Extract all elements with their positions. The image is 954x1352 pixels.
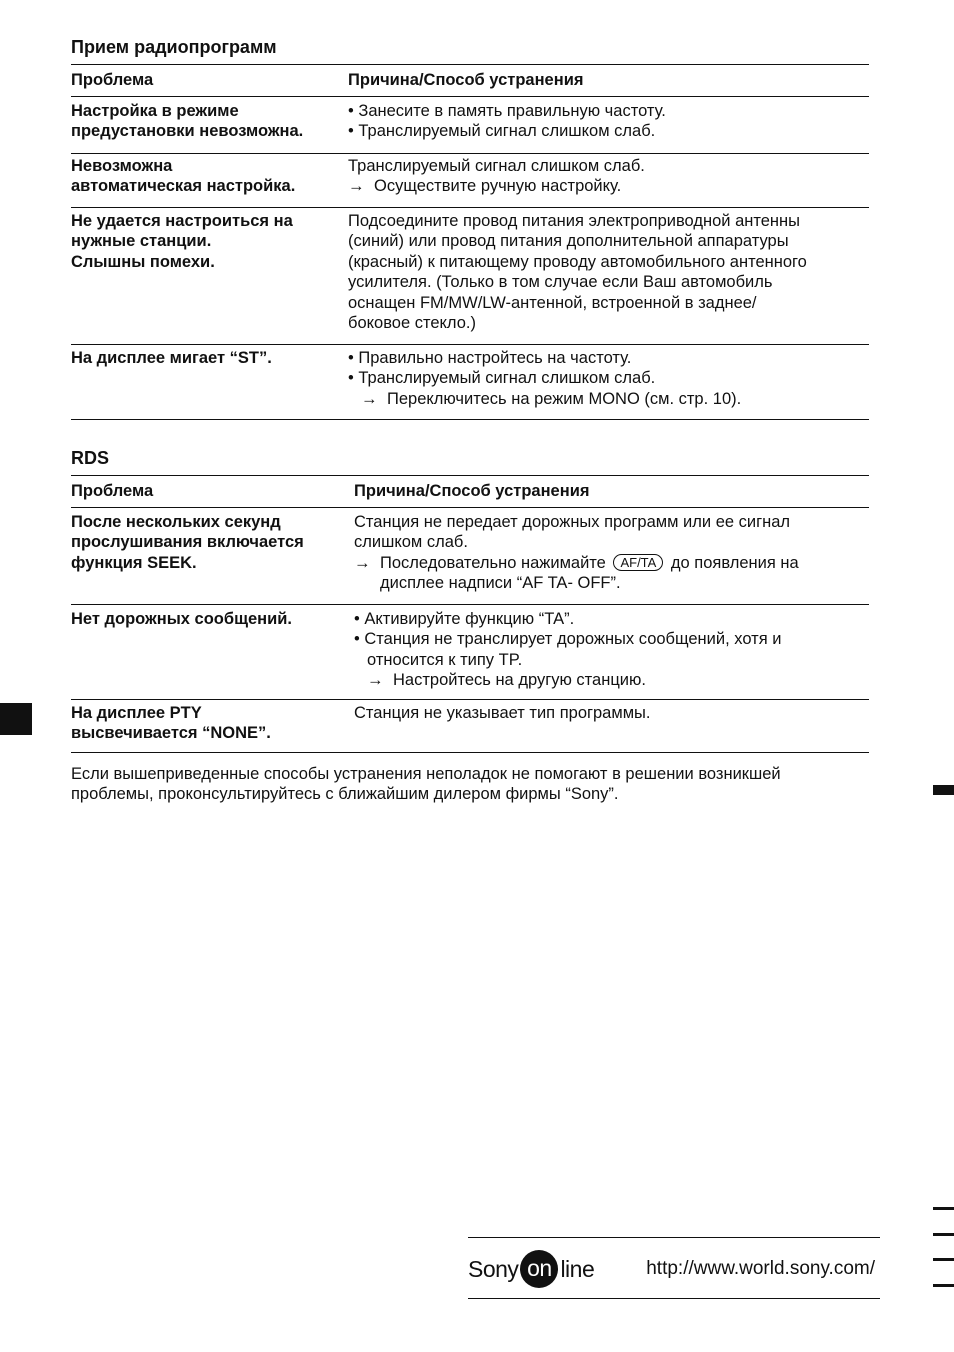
cause-text: Переключитесь на режим MONO (см. стр. 10). xyxy=(387,389,742,408)
website-url: http://www.world.sony.com/ xyxy=(646,1258,875,1279)
cause-text: слишком слаб. xyxy=(354,533,468,552)
table-row xyxy=(71,508,869,605)
table-row xyxy=(71,345,869,420)
cause-text: Осуществите ручную настройку. xyxy=(374,177,622,196)
crop-mark xyxy=(933,1284,954,1287)
header-problem: Проблема xyxy=(71,71,154,90)
problem-text: Не удается настроиться на xyxy=(71,212,293,230)
problem-text: После нескольких секунд xyxy=(71,513,281,531)
thumb-index-tab xyxy=(0,703,32,735)
footer-text-line: Если вышеприведенные способы устранения неполадок не помогают в решении возникшей xyxy=(71,765,781,783)
cause-cell xyxy=(348,101,869,144)
problem-cell xyxy=(71,156,348,198)
cause-arrow-line xyxy=(348,389,869,409)
crop-mark xyxy=(933,1207,954,1210)
problem-cell xyxy=(71,512,354,595)
cause-text: дисплее надписи “AF TA- OFF”. xyxy=(380,574,621,593)
table-header xyxy=(71,64,869,97)
cause-text: (красный) к питающему проводу автомобильного антенного xyxy=(348,252,807,271)
table-header xyxy=(71,475,869,508)
problem-text: На дисплее PTY xyxy=(71,704,202,722)
problem-text: высвечивается “NONE”. xyxy=(71,724,271,743)
section-title-radio: Прием радиопрограмм xyxy=(71,37,277,57)
problem-cell xyxy=(71,703,354,743)
crop-mark xyxy=(933,1258,954,1261)
cause-text: боковое стекло.) xyxy=(348,314,476,333)
cause-text: • Транслируемый сигнал слишком слаб. xyxy=(348,369,656,388)
problem-text: функция SEEK. xyxy=(71,553,197,572)
cause-text: • Транслируемый сигнал слишком слаб. xyxy=(348,122,656,141)
arrow-icon: → xyxy=(348,177,365,196)
cause-text: усилителя. (Только в том случае если Ваш автомобиль xyxy=(348,273,773,292)
table-row xyxy=(71,605,869,700)
cause-text: • Занесите в память правильную частоту. xyxy=(348,102,666,120)
table-row xyxy=(71,154,869,208)
cause-text: относится к типу TP. xyxy=(367,650,523,669)
arrow-icon: → xyxy=(354,553,371,572)
arrow-icon: → xyxy=(367,671,384,690)
cause-arrow-line xyxy=(348,176,869,196)
cause-cell xyxy=(354,609,869,690)
section-title-rds: RDS xyxy=(71,448,110,468)
problem-text: предустановки невозможна. xyxy=(71,122,304,141)
table-row xyxy=(71,208,869,345)
logo-on-circle: on xyxy=(520,1250,558,1288)
cause-text: Станция не передает дорожных программ или ее сигнал xyxy=(354,513,791,531)
sony-online-banner xyxy=(468,1237,880,1299)
problem-text: Невозможна xyxy=(71,157,173,175)
thumb-index-mark xyxy=(933,785,954,795)
cause-text: Последовательно нажимайте xyxy=(380,553,606,572)
sony-online-logo xyxy=(468,1251,594,1287)
problem-text: Нет дорожных сообщений. xyxy=(71,610,293,628)
logo-text: Sony xyxy=(468,1255,519,1282)
problem-text: нужные станции. xyxy=(71,232,212,251)
footer-text-line: проблемы, проконсультируйтесь с ближайшим дилером фирмы “Sony”. xyxy=(71,785,619,804)
problem-cell xyxy=(71,348,348,410)
cause-text: Подсоедините провод питания электроприводной антенны xyxy=(348,212,801,230)
table-row xyxy=(71,700,869,753)
rds-troubleshooting-table xyxy=(71,475,869,753)
cause-cell xyxy=(354,512,869,595)
problem-cell xyxy=(71,211,348,335)
header-problem: Проблема xyxy=(71,482,154,501)
cause-cell xyxy=(348,156,869,198)
footer-note xyxy=(71,764,881,805)
problem-text: На дисплее мигает “ST”. xyxy=(71,349,272,367)
radio-troubleshooting-table xyxy=(71,64,869,420)
problem-cell xyxy=(71,101,348,144)
af-ta-button-label: AF/TA xyxy=(613,554,663,571)
crop-mark xyxy=(933,1233,954,1236)
cause-cell xyxy=(348,348,869,410)
cause-text: • Активируйте функцию “TA”. xyxy=(354,610,575,628)
header-cause: Причина/Способ устранения xyxy=(354,482,590,501)
cause-text: до появления на xyxy=(670,553,799,572)
cause-text: Станция не указывает тип программы. xyxy=(354,704,651,722)
problem-text: прослушивания включается xyxy=(71,533,304,552)
table-row xyxy=(71,97,869,154)
cause-text: Настройтесь на другую станцию. xyxy=(393,671,646,690)
cause-text: (синий) или провод питания дополнительной аппаратуры xyxy=(348,232,789,251)
problem-text: автоматическая настройка. xyxy=(71,177,296,196)
problem-text: Слышны помехи. xyxy=(71,252,215,271)
cause-text: • Правильно настройтесь на частоту. xyxy=(348,349,632,367)
cause-text: Транслируемый сигнал слишком слаб. xyxy=(348,157,645,175)
logo-text: line xyxy=(560,1255,595,1282)
cause-arrow-line xyxy=(354,553,869,573)
cause-arrow-line xyxy=(354,670,869,690)
cause-cell xyxy=(348,211,869,335)
arrow-icon: → xyxy=(361,389,378,408)
problem-cell xyxy=(71,609,354,690)
header-cause: Причина/Способ устранения xyxy=(348,71,584,90)
problem-text: Настройка в режиме xyxy=(71,102,239,120)
cause-text: • Станция не транслирует дорожных сообщений, хотя и xyxy=(354,630,782,649)
cause-cell xyxy=(354,703,869,743)
cause-text: оснащен FM/MW/LW-антенной, встроенной в заднее/ xyxy=(348,293,757,312)
